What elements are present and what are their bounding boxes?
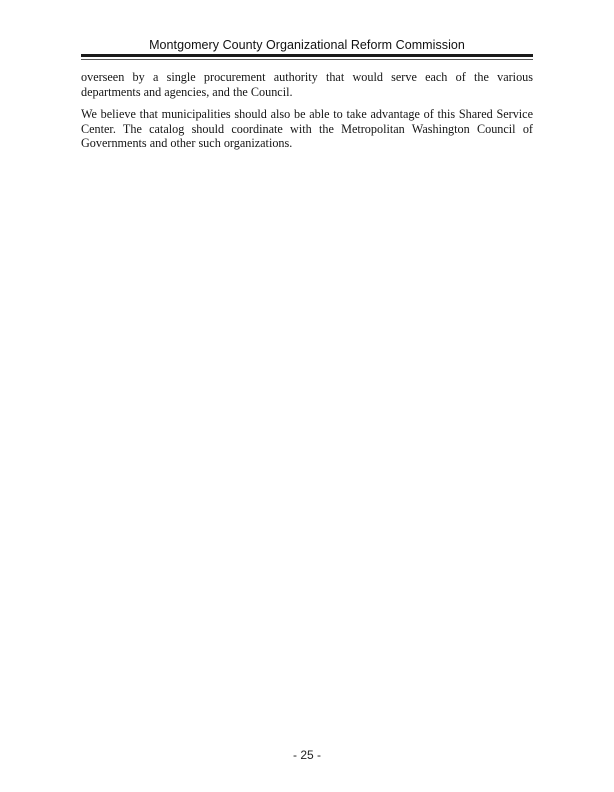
paragraph-2: We believe that municipalities should also be able to take advantage of this Shared Service Center. The catalog should coordinate with the Metropolitan Washington Council of Governments and other such organizations. — [81, 107, 533, 151]
paragraph-1: overseen by a single procurement authority that would serve each of the various departments and agencies, and the Council. — [81, 70, 533, 99]
page-number: - 25 - — [292, 748, 321, 762]
header-rule-thin — [81, 59, 533, 60]
header-rule-thick — [81, 54, 533, 57]
running-header: Montgomery County Organizational Reform Commission — [149, 38, 465, 52]
body-text — [81, 70, 533, 159]
